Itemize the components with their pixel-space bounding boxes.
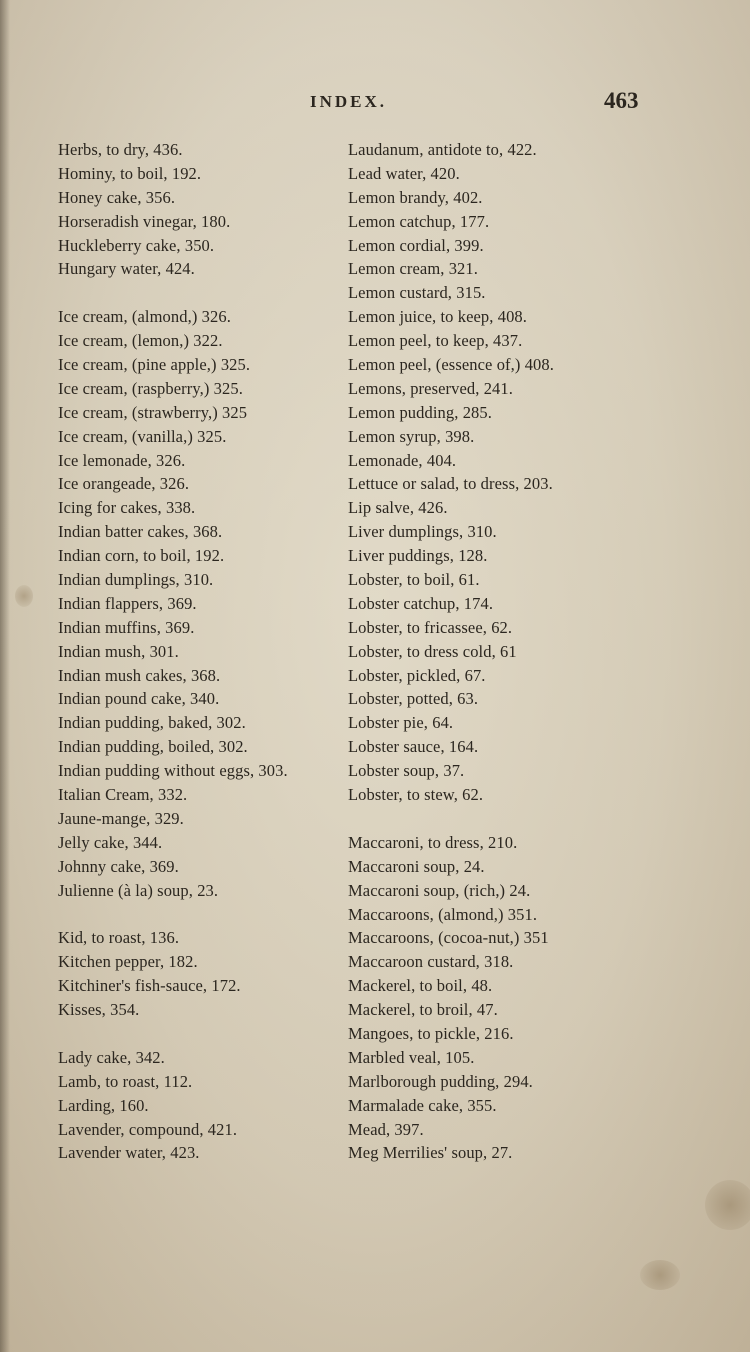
stain-mark bbox=[640, 1260, 680, 1290]
index-entry: Larding, 160. bbox=[58, 1095, 149, 1115]
index-entry: Horseradish vinegar, 180. bbox=[58, 211, 231, 231]
index-entry: Ice lemonade, 326. bbox=[58, 450, 186, 470]
index-entry: Lemon pudding, 285. bbox=[348, 402, 492, 422]
index-entry: Lemon peel, to keep, 437. bbox=[348, 331, 523, 351]
index-entry: Lavender water, 423. bbox=[58, 1143, 200, 1163]
index-entry: Lemon syrup, 398. bbox=[348, 426, 475, 446]
index-entry: Jaune-mange, 329. bbox=[58, 808, 184, 828]
index-entry: Lemon cordial, 399. bbox=[348, 235, 484, 255]
index-entry: Lobster, to boil, 61. bbox=[348, 570, 480, 590]
index-entry: Ice cream, (strawberry,) 325 bbox=[58, 402, 248, 422]
index-entry: Lobster soup, 37. bbox=[348, 761, 465, 781]
index-entry: Marlborough pudding, 294. bbox=[348, 1071, 533, 1091]
page-edge-shadow bbox=[0, 0, 10, 1352]
index-entry: Lemon peel, (essence of,) 408. bbox=[348, 355, 554, 375]
index-entry: Maccaroons, (cocoa-nut,) 351 bbox=[348, 928, 549, 948]
index-entry: Kisses, 354. bbox=[58, 1000, 140, 1020]
stain-mark bbox=[705, 1180, 750, 1230]
running-head bbox=[0, 88, 750, 118]
index-entry: Mangoes, to pickle, 216. bbox=[348, 1023, 514, 1043]
index-entry: Herbs, to dry, 436. bbox=[58, 140, 183, 159]
index-entry: Indian corn, to boil, 192. bbox=[58, 546, 225, 566]
index-entry: Lavender, compound, 421. bbox=[58, 1119, 238, 1139]
index-entry: Indian pudding, boiled, 302. bbox=[58, 737, 248, 757]
index-entry: Meg Merrilies' soup, 27. bbox=[348, 1143, 513, 1163]
index-entry: Hungary water, 424. bbox=[58, 259, 195, 279]
section-gap bbox=[348, 807, 648, 831]
index-entry: Lemon brandy, 402. bbox=[348, 187, 483, 207]
index-entry: Indian flappers, 369. bbox=[58, 593, 197, 613]
index-entry: Honey cake, 356. bbox=[58, 187, 176, 207]
index-entry: Lemons, preserved, 241. bbox=[348, 378, 513, 398]
index-entry: Lip salve, 426. bbox=[348, 498, 448, 518]
index-entry: Kid, to roast, 136. bbox=[58, 928, 180, 948]
index-entry: Lobster, to dress cold, 61 bbox=[348, 641, 517, 661]
index-entry: Lemon catchup, 177. bbox=[348, 211, 490, 231]
index-entry: Icing for cakes, 338. bbox=[58, 498, 196, 518]
index-entry: Maccaroni soup, 24. bbox=[348, 856, 485, 876]
index-entry: Lobster, to fricassee, 62. bbox=[348, 617, 513, 637]
index-entry: Kitchen pepper, 182. bbox=[58, 952, 198, 972]
index-entry: Laudanum, antidote to, 422. bbox=[348, 140, 537, 159]
index-entry: Indian mush cakes, 368. bbox=[58, 665, 221, 685]
index-column-right bbox=[348, 138, 648, 1165]
index-entry: Indian pound cake, 340. bbox=[58, 689, 220, 709]
index-entry: Lobster sauce, 164. bbox=[348, 737, 479, 757]
stain-mark bbox=[15, 585, 33, 607]
page-number: 463 bbox=[604, 88, 639, 113]
section-gap bbox=[58, 903, 348, 927]
index-entry: Indian pudding without eggs, 303. bbox=[58, 761, 288, 781]
index-entry: Lobster pie, 64. bbox=[348, 713, 454, 733]
index-entry: Lettuce or salad, to dress, 203. bbox=[348, 474, 553, 494]
index-entry: Indian batter cakes, 368. bbox=[58, 522, 223, 542]
index-entry: Indian dumplings, 310. bbox=[58, 570, 214, 590]
index-entry: Ice orangeade, 326. bbox=[58, 474, 190, 494]
section-gap bbox=[58, 281, 348, 305]
index-entry: Indian pudding, baked, 302. bbox=[58, 713, 246, 733]
index-entry: Liver puddings, 128. bbox=[348, 546, 488, 566]
index-entry: Johnny cake, 369. bbox=[58, 856, 179, 876]
index-entry: Ice cream, (raspberry,) 325. bbox=[58, 378, 243, 398]
index-entry: Lemon cream, 321. bbox=[348, 259, 478, 279]
index-entry: Julienne (à la) soup, 23. bbox=[58, 880, 219, 900]
index-entry: Lamb, to roast, 112. bbox=[58, 1071, 193, 1091]
index-entry: Maccaroon custard, 318. bbox=[348, 952, 514, 972]
index-entry: Huckleberry cake, 350. bbox=[58, 235, 215, 255]
index-entry: Ice cream, (pine apple,) 325. bbox=[58, 355, 251, 375]
section-gap bbox=[58, 1022, 348, 1046]
index-entry: Indian mush, 301. bbox=[58, 641, 179, 661]
index-entry: Lemon juice, to keep, 408. bbox=[348, 307, 528, 327]
index-entry: Italian Cream, 332. bbox=[58, 785, 188, 805]
index-entry: Lady cake, 342. bbox=[58, 1047, 165, 1067]
index-entry: Marbled veal, 105. bbox=[348, 1047, 475, 1067]
index-entry: Maccaroons, (almond,) 351. bbox=[348, 904, 538, 924]
index-entry: Jelly cake, 344. bbox=[58, 832, 163, 852]
index-entry: Mackerel, to broil, 47. bbox=[348, 1000, 498, 1020]
index-entry: Lobster, potted, 63. bbox=[348, 689, 479, 709]
index-entry: Mackerel, to boil, 48. bbox=[348, 976, 493, 996]
index-entry: Mead, 397. bbox=[348, 1119, 424, 1139]
index-entry: Ice cream, (almond,) 326. bbox=[58, 307, 231, 327]
index-entry: Liver dumplings, 310. bbox=[348, 522, 497, 542]
index-entry: Lobster, pickled, 67. bbox=[348, 665, 486, 685]
index-column-left bbox=[58, 138, 348, 1165]
index-entry: Lemon custard, 315. bbox=[348, 283, 486, 303]
page-header-title: INDEX. bbox=[310, 92, 388, 111]
index-entry: Ice cream, (lemon,) 322. bbox=[58, 331, 223, 351]
index-entry: Indian muffins, 369. bbox=[58, 617, 195, 637]
index-entry: Kitchiner's fish-sauce, 172. bbox=[58, 976, 241, 996]
index-entry: Lobster catchup, 174. bbox=[348, 593, 494, 613]
index-entry: Lead water, 420. bbox=[348, 163, 460, 183]
index-entry: Lobster, to stew, 62. bbox=[348, 785, 484, 805]
index-entry: Maccaroni, to dress, 210. bbox=[348, 832, 518, 852]
index-entry: Ice cream, (vanilla,) 325. bbox=[58, 426, 227, 446]
index-entry: Marmalade cake, 355. bbox=[348, 1095, 497, 1115]
index-entry: Lemonade, 404. bbox=[348, 450, 457, 470]
index-entry: Hominy, to boil, 192. bbox=[58, 163, 202, 183]
index-entry: Maccaroni soup, (rich,) 24. bbox=[348, 880, 531, 900]
